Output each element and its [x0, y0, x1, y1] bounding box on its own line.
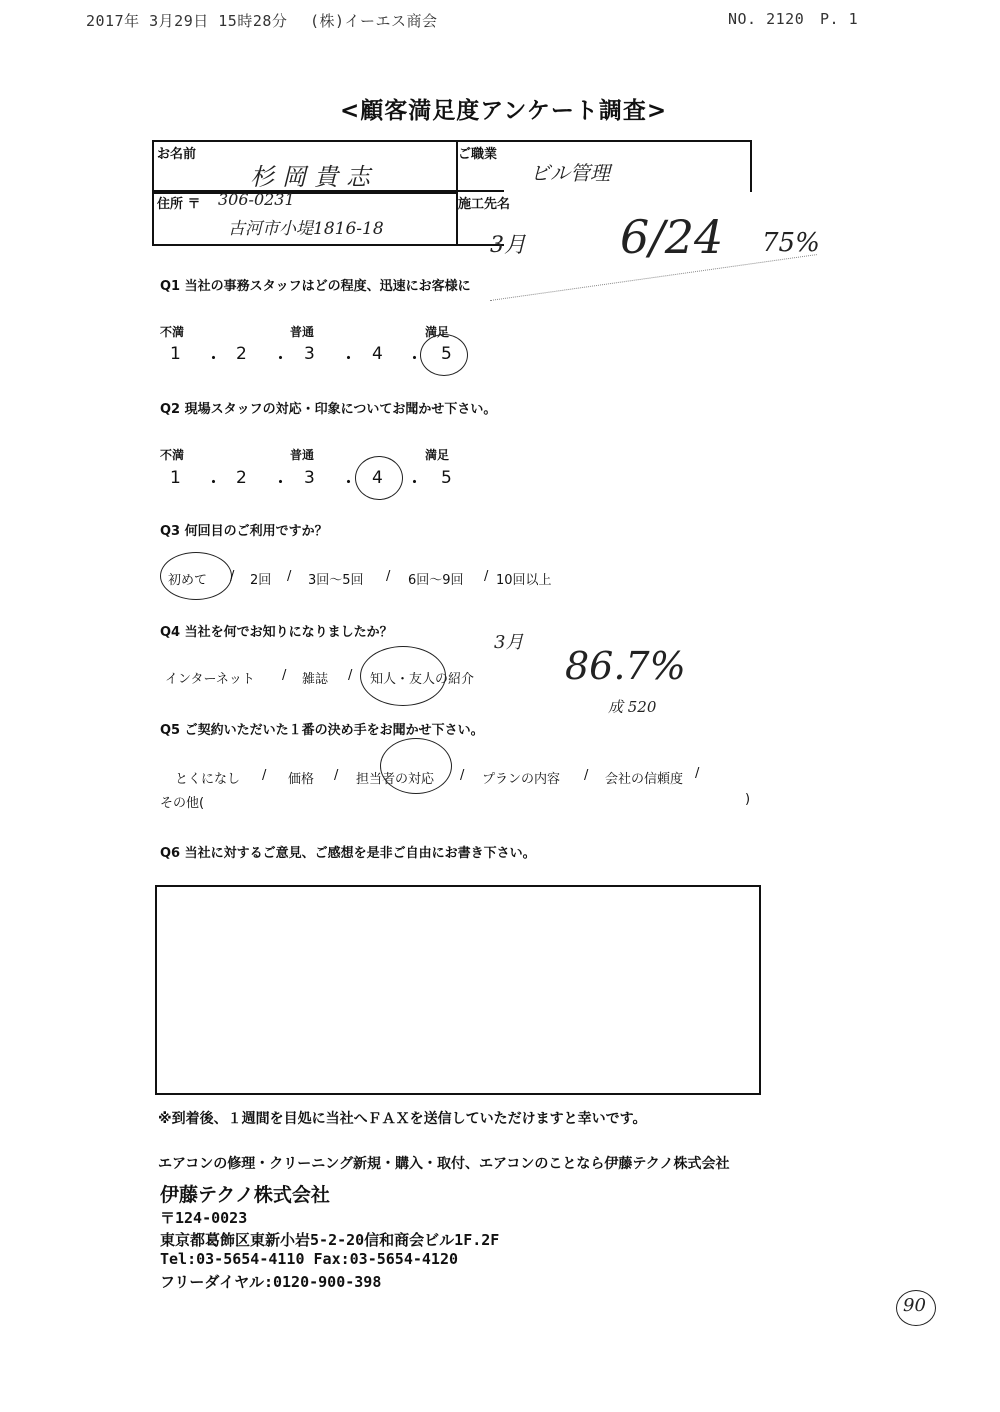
q2-option-2[interactable]: 2 — [236, 468, 247, 488]
q5-other-close: ) — [745, 792, 751, 807]
q4-option-referral[interactable]: 知人・友人の紹介 — [370, 672, 475, 687]
q3-sep: / — [287, 569, 292, 584]
q5-answer-circle — [380, 738, 452, 794]
job-label: ご職業 — [458, 147, 498, 162]
q5-option-trust[interactable]: 会社の信頼度 — [605, 772, 684, 787]
fax-datetime: 2017年 3月29日 15時28分 — [86, 12, 288, 30]
footer-tagline: エアコンの修理・クリーニング新規・購入・取付、エアコンのことなら伊藤テクノ株式会社 — [158, 1156, 730, 1172]
fax-number: NO. 2120 — [728, 10, 805, 28]
q1-option-4[interactable]: 4 — [372, 344, 383, 364]
q4-sep: / — [282, 668, 287, 683]
q3-option-2[interactable]: 2回 — [250, 573, 272, 588]
q1-label-high: 満足 — [425, 325, 450, 339]
q2-sep: ・ — [406, 473, 423, 493]
address-value: 古河市小堤1816-18 — [228, 219, 384, 239]
annotation-month: 3月 — [490, 233, 526, 258]
job-value: ビル管理 — [530, 161, 610, 185]
annotation-month-2: 3月 — [494, 632, 524, 653]
footer-notice: ※到着後、１週間を目処に当社へＦＡＸを送信していただけますと幸いです。 — [158, 1111, 647, 1127]
name-value: 杉岡貴志 — [250, 163, 378, 191]
address-label: 住所 〒 — [157, 197, 201, 212]
q5-option-none[interactable]: とくになし — [175, 772, 241, 787]
q1-text: Q1 当社の事務スタッフはどの程度、迅速にお客様に — [160, 279, 471, 294]
company-free-dial: フリーダイヤル:0120-900-398 — [160, 1273, 382, 1291]
q1-option-2[interactable]: 2 — [236, 344, 247, 364]
q1-sep: ・ — [406, 349, 423, 369]
q1-sep: ・ — [205, 349, 222, 369]
q4-sep: / — [348, 668, 353, 683]
company-tel-fax: Tel:03-5654-4110 Fax:03-5654-4120 — [160, 1250, 459, 1268]
q1-label-mid: 普通 — [290, 325, 315, 339]
q5-sep: / — [334, 768, 339, 783]
q5-option-price[interactable]: 価格 — [288, 772, 315, 787]
q4-text: Q4 当社を何でお知りになりましたか？ — [160, 625, 393, 640]
site-label: 施工先名 — [458, 197, 511, 212]
q2-text: Q2 現場スタッフの対応・印象についてお聞かせ下さい。 — [160, 402, 497, 417]
name-label: お名前 — [157, 147, 197, 162]
q2-option-4[interactable]: 4 — [372, 468, 383, 488]
q2-label-mid: 普通 — [290, 448, 315, 462]
fax-page: P. 1 — [820, 10, 859, 28]
q5-sep: / — [262, 768, 267, 783]
q1-label-low: 不満 — [160, 325, 185, 339]
q3-sep: / — [230, 569, 235, 584]
q5-sep: / — [584, 768, 589, 783]
postal-value: 306-0231 — [218, 190, 295, 209]
q2-option-5[interactable]: 5 — [441, 468, 452, 488]
q5-option-plan[interactable]: プランの内容 — [482, 772, 561, 787]
q2-label-low: 不満 — [160, 448, 185, 462]
q2-sep: ・ — [272, 473, 289, 493]
q4-option-internet[interactable]: インターネット — [165, 672, 255, 687]
q4-answer-circle — [360, 646, 446, 706]
q5-sep: / — [695, 766, 700, 781]
q4-option-magazine[interactable]: 雑誌 — [302, 672, 329, 687]
q3-sep: / — [386, 569, 391, 584]
fax-sender: (株)イーエス商会 — [310, 12, 438, 30]
q2-answer-circle — [355, 456, 403, 500]
annotation-date: 6/24 — [620, 210, 724, 264]
page-mark: 90 — [903, 1295, 926, 1316]
q2-sep: ・ — [340, 473, 357, 493]
q3-option-10plus[interactable]: 10回以上 — [496, 573, 552, 588]
q5-sep: / — [460, 768, 465, 783]
q3-option-3-5[interactable]: 3回～5回 — [308, 573, 364, 588]
q1-option-1[interactable]: 1 — [170, 344, 181, 364]
annotation-note: 成 520 — [608, 698, 657, 716]
annotation-percent: 75% — [762, 228, 820, 258]
page-title: <顧客満足度アンケート調査> — [340, 98, 668, 124]
q3-option-first[interactable]: 初めて — [168, 573, 208, 588]
q2-option-1[interactable]: 1 — [170, 468, 181, 488]
annotation-percent-2: 86.7% — [565, 644, 686, 688]
q6-text: Q6 当社に対するご意見、ご感想を是非ご自由にお書き下さい。 — [160, 846, 536, 861]
company-name: 伊藤テクノ株式会社 — [160, 1184, 330, 1206]
q3-text: Q3 何回目のご利用ですか？ — [160, 524, 328, 539]
q3-option-6-9[interactable]: 6回～9回 — [408, 573, 464, 588]
q1-sep: ・ — [272, 349, 289, 369]
q1-option-3[interactable]: 3 — [304, 344, 315, 364]
q1-option-5[interactable]: 5 — [441, 344, 452, 364]
company-postal: 〒124-0023 — [160, 1209, 248, 1227]
q1-answer-circle — [420, 334, 468, 376]
q2-label-high: 満足 — [425, 448, 450, 462]
q3-sep: / — [484, 569, 489, 584]
q2-sep: ・ — [205, 473, 222, 493]
q1-sep: ・ — [340, 349, 357, 369]
q2-option-3[interactable]: 3 — [304, 468, 315, 488]
q5-option-other[interactable]: その他( — [160, 796, 205, 811]
q3-answer-circle — [160, 552, 235, 600]
q5-option-staff[interactable]: 担当者の対応 — [356, 772, 435, 787]
q5-text: Q5 ご契約いただいた１番の決め手をお聞かせ下さい。 — [160, 723, 484, 738]
comment-box[interactable] — [155, 885, 761, 1095]
company-address: 東京都葛飾区東新小岩5-2-20信和商会ビル1F.2F — [160, 1231, 500, 1249]
